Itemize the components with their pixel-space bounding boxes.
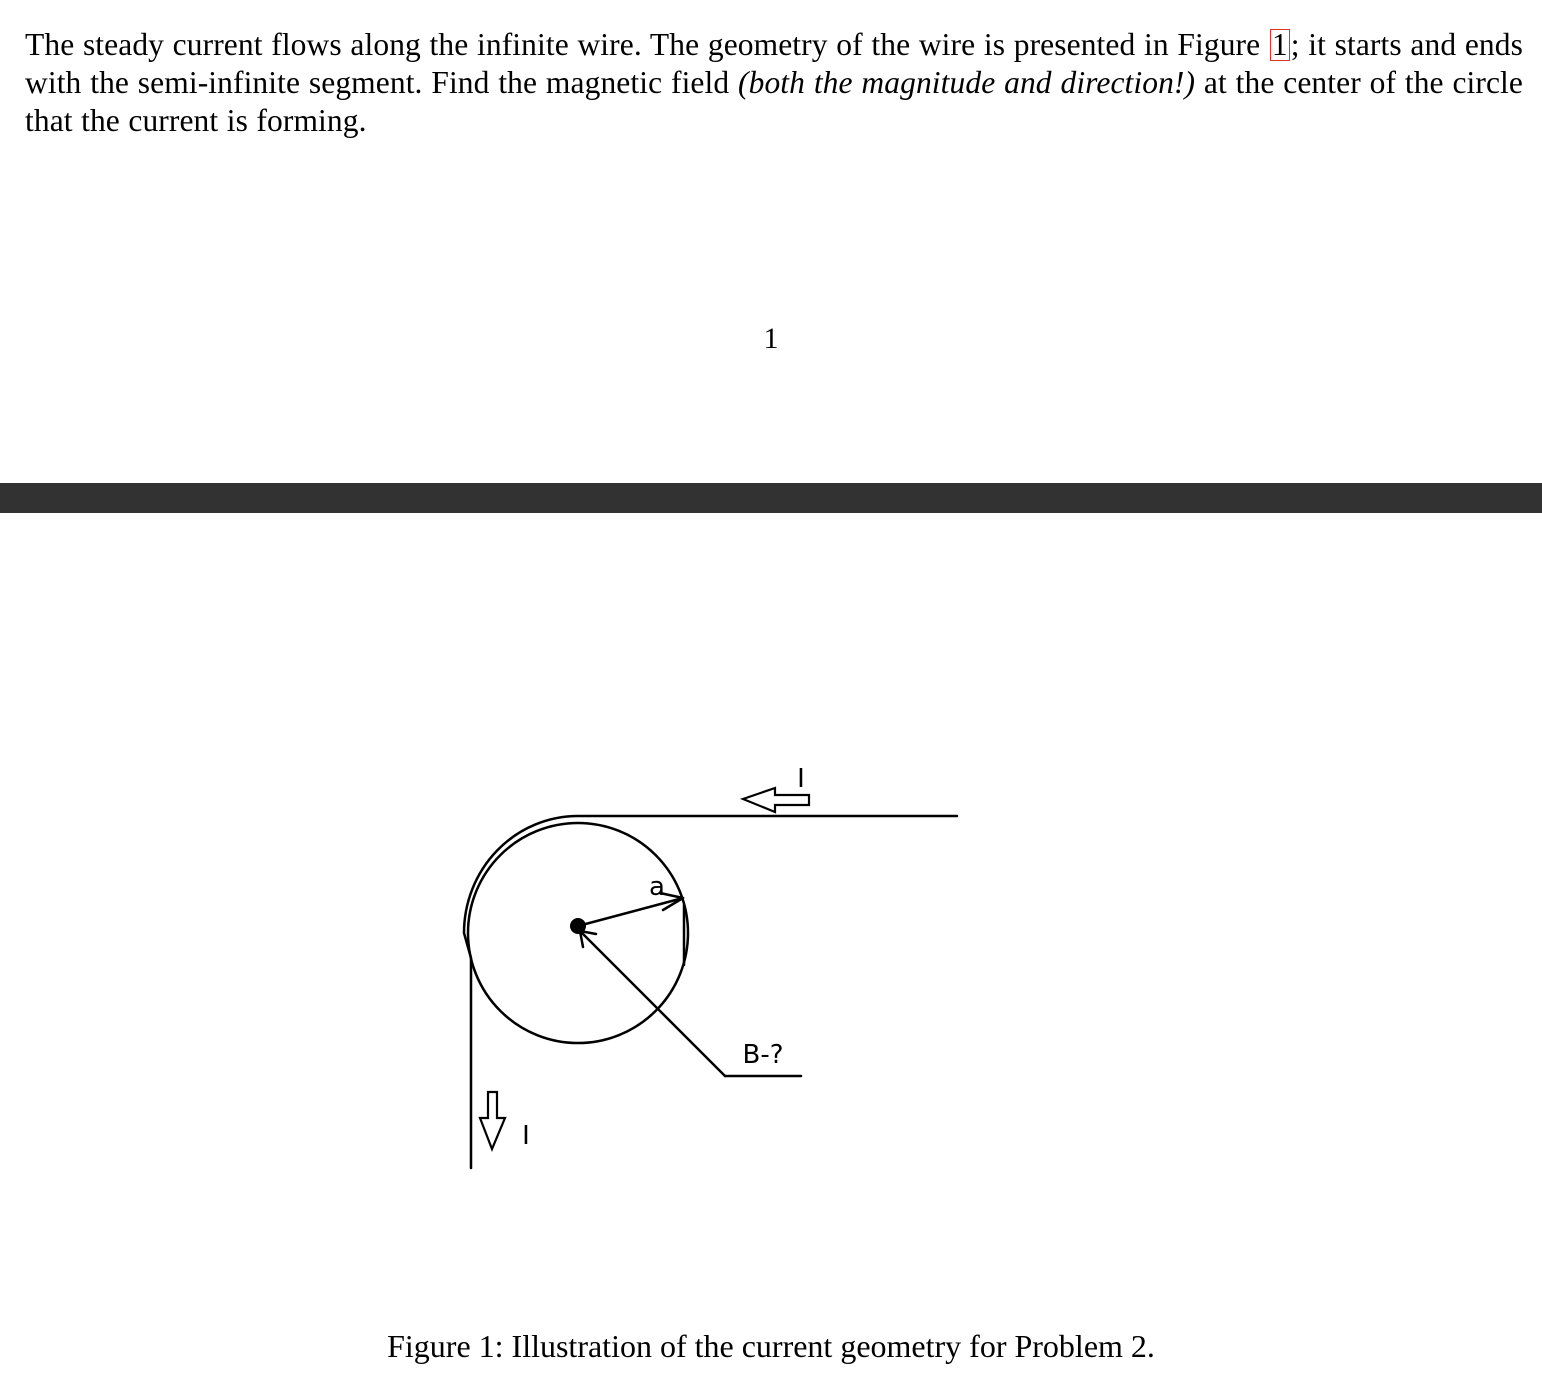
current-label-bottom: I: [522, 1121, 530, 1151]
field-arrow-line: [580, 931, 725, 1076]
problem-sentence-1: The steady current flows along the infinite wire. The geometry of the wire is presented in Figure: [25, 27, 1269, 62]
problem-emphasis: (both the magnitude and direction!): [738, 65, 1196, 100]
figure-caption: Figure 1: Illustration of the current geometry for Problem 2.: [387, 1328, 1155, 1364]
current-label-top: I: [797, 764, 805, 794]
problem-sentence-3: at the center of the circle that the current is forming.: [25, 65, 1523, 138]
problem-sentence-2: ; it starts and ends with the semi-infinite segment. Find the magnetic field: [25, 27, 1523, 100]
radius-line: [578, 898, 683, 926]
radius-label: a: [649, 872, 665, 902]
figure-reference-link[interactable]: 1: [1271, 27, 1288, 62]
page-number: 1: [763, 322, 779, 355]
problem-statement: [25, 26, 1523, 140]
page-1: [0, 0, 1542, 483]
page-separator: [0, 483, 1542, 513]
current-direction-arrow-bottom: [480, 1092, 505, 1149]
wire-geometry-figure: [0, 513, 1542, 1384]
wire-outer-path: [464, 816, 957, 1168]
page-2: [0, 513, 1542, 1384]
field-label: B-?: [742, 1040, 784, 1070]
